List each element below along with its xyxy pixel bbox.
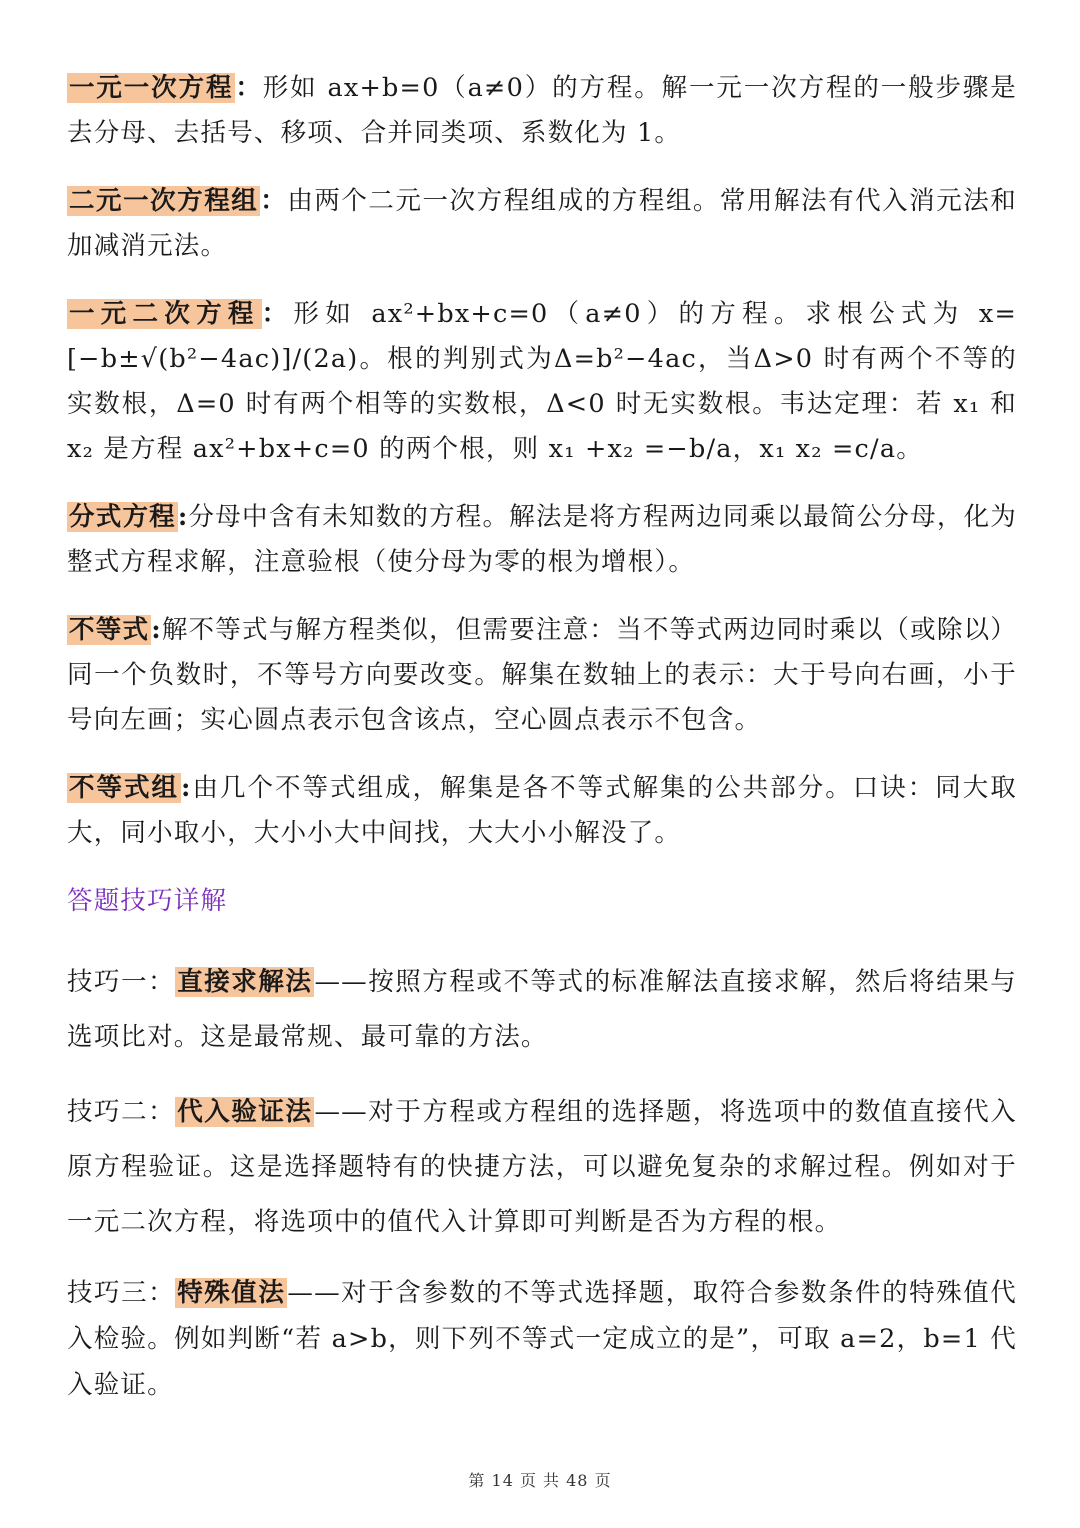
term-highlight: 一元一次方程 bbox=[69, 73, 234, 103]
term-separator: ： bbox=[235, 73, 263, 103]
term-separator: ： bbox=[260, 186, 288, 216]
term-highlight: 一元二次方程 bbox=[69, 299, 260, 329]
term-highlight: 不等式组 bbox=[69, 773, 180, 803]
definition-text: 由两个二元一次方程组成的方程组。常用解法有代入消元法和加减消元法。 bbox=[67, 186, 1017, 261]
term-separator: : bbox=[177, 502, 189, 532]
term-highlight: 直接求解法 bbox=[177, 967, 313, 997]
tip-prefix: 技巧一： bbox=[67, 967, 176, 997]
tip-prefix: 技巧二： bbox=[67, 1097, 176, 1127]
definition-linear-equation bbox=[67, 66, 1017, 156]
definition-text: 解不等式与解方程类似，但需要注意：当不等式两边同时乘以（或除以）同一个负数时，不等号方向要改变。解集在数轴上的表示：大于号向右画，小于号向左画；实心圆点表示包含该点，空心圆点表示不包含。 bbox=[67, 615, 1018, 735]
definition-linear-system bbox=[67, 179, 1017, 269]
page-number: 第 14 页 共 48 页 bbox=[468, 1471, 612, 1490]
term-highlight: 分式方程 bbox=[69, 502, 176, 532]
tip-special-value bbox=[67, 1270, 1017, 1408]
definition-text: 分母中含有未知数的方程。解法是将方程两边同乘以最简公分母，化为整式方程求解，注意验根（使分母为零的根为增根）。 bbox=[67, 502, 1017, 577]
term-separator: : bbox=[181, 773, 192, 803]
tip-text: ——对于含参数的不等式选择题，取符合参数条件的特殊值代入检验。例如判断“若 a>b，则下列不等式一定成立的是”，可取 a=2，b=1 代入验证。 bbox=[67, 1278, 1017, 1400]
tip-direct-solve bbox=[67, 955, 1017, 1065]
tip-text: ——对于方程或方程组的选择题，将选项中的数值直接代入原方程验证。这是选择题特有的快捷方法，可以避免复杂的求解过程。例如对于一元二次方程，将选项中的值代入计算即可判断是否为方程的根。 bbox=[67, 1097, 1017, 1237]
tip-substitution-check bbox=[67, 1085, 1017, 1250]
definition-inequality-system bbox=[67, 766, 1017, 856]
page-content bbox=[67, 66, 1017, 1428]
definition-text: 形如 ax²+bx+c=0（a≠0）的方程。求根公式为 x=[−b±√(b²−4ac)]/(2a)。根的判别式为Δ=b²−4ac，当Δ>0 时有两个不等的实数根，Δ=0 时有两个相等的实数根，Δ<0 时无实数根。韦达定理：若 x₁ 和 x₂ 是方程 ax²+bx+c=0 的两个根，则 x₁ +x₂ =−b/a，x₁ x₂ =c/a。 bbox=[67, 299, 1018, 464]
definition-quadratic-equation bbox=[67, 292, 1017, 472]
term-separator: : bbox=[151, 615, 162, 645]
term-highlight: 代入验证法 bbox=[177, 1097, 313, 1127]
tip-prefix: 技巧三： bbox=[67, 1278, 176, 1308]
tip-text: ——按照方程或不等式的标准解法直接求解，然后将结果与选项比对。这是最常规、最可靠的方法。 bbox=[67, 967, 1017, 1052]
definition-inequality bbox=[67, 608, 1017, 743]
term-highlight: 不等式 bbox=[69, 615, 150, 645]
term-highlight: 特殊值法 bbox=[177, 1278, 286, 1308]
term-highlight: 二元一次方程组 bbox=[69, 186, 259, 216]
definition-text: 由几个不等式组成，解集是各不等式解集的公共部分。口诀：同大取大，同小取小，大小小大中间找，大大小小解没了。 bbox=[67, 773, 1017, 848]
section-title: 答题技巧详解 bbox=[67, 886, 228, 916]
definition-text: 形如 ax+b=0（a≠0）的方程。解一元一次方程的一般步骤是去分母、去括号、移项、合并同类项、系数化为 1。 bbox=[67, 73, 1017, 148]
definition-fractional-equation bbox=[67, 495, 1017, 585]
term-separator: ： bbox=[261, 299, 294, 329]
